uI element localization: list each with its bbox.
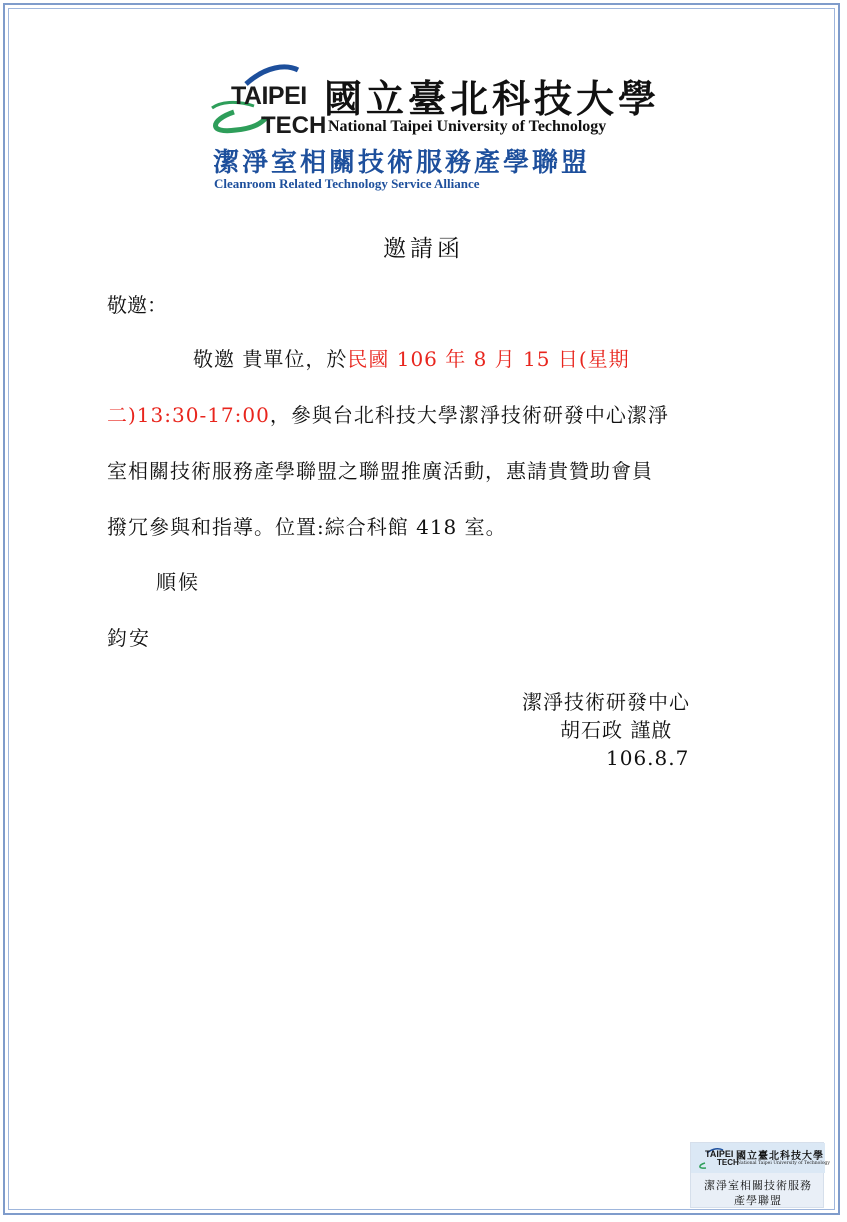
closing-honorific: 鈞安 xyxy=(107,626,151,650)
salutation: 敬邀： xyxy=(107,293,167,317)
body-line-3: 室相關技術服務產學聯盟之聯盟推廣活動，惠請貴贊助會員 xyxy=(107,459,653,483)
closing-greeting: 順候 xyxy=(156,570,200,594)
taipei-wordmark: TAIPEI xyxy=(231,82,307,110)
signature-name: 胡石政 謹啟 xyxy=(560,718,673,742)
footer-university-en: National Taipei University of Technology xyxy=(737,1161,830,1166)
university-name-cn: 國立臺北科技大學 xyxy=(324,76,661,121)
footer-logo-badge xyxy=(690,1142,830,1208)
tech-wordmark: TECH xyxy=(261,112,327,139)
event-time-highlight: 二)13:30-17:00 xyxy=(107,403,270,427)
body-line-2 xyxy=(107,399,669,428)
footer-taipei-wordmark: TAIPEI xyxy=(705,1149,734,1159)
signature-date: 106.8.7 xyxy=(606,746,690,770)
footer-tech-wordmark: TECH xyxy=(717,1158,739,1167)
footer-alliance-line-2: 產學聯盟 xyxy=(734,1194,782,1207)
body-line-1-text: 敬邀 貴單位，於 xyxy=(193,347,348,371)
footer-university-cn: 國立臺北科技大學 xyxy=(736,1151,824,1162)
body-line-2-text: ，參與台北科技大學潔淨技術研發中心潔淨 xyxy=(269,403,669,427)
event-date-highlight: 民國 106 年 8 月 15 日(星期 xyxy=(347,347,630,371)
university-name-en: National Taipei University of Technology xyxy=(328,118,607,135)
alliance-name-cn: 潔淨室相關技術服務產學聯盟 xyxy=(213,148,591,178)
body-line-4: 撥冗參與和指導。位置:綜合科館 418 室。 xyxy=(107,515,507,539)
signature-block xyxy=(522,688,690,772)
document-title: 邀請函 xyxy=(383,236,464,262)
header-logo xyxy=(206,62,661,202)
body-line-1 xyxy=(193,343,630,372)
signature-organization: 潔淨技術研發中心 xyxy=(522,690,690,714)
footer-alliance-line-1: 潔淨室相關技術服務 xyxy=(704,1179,812,1192)
alliance-name-en: Cleanroom Related Technology Service Alliance xyxy=(214,176,480,191)
